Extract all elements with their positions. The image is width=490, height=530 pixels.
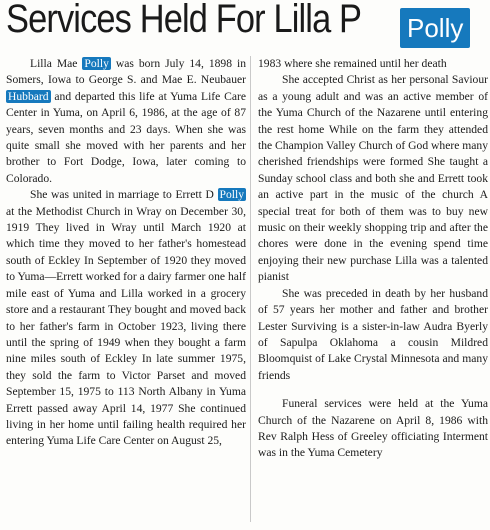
right-column: [258, 56, 488, 462]
highlight-polly-2[interactable]: Polly: [219, 188, 244, 202]
text-run: and departed this life at Yuma Life Care Center in Yuma, on April 6, 1986, at the age of 87 years, seven months and 23 days. When she was quite small she moved with her parents and her brother to Fort Dodge, Iowa, later coming to Colorado.: [6, 89, 246, 185]
paragraph-marriage: [6, 187, 246, 450]
highlight-polly-1[interactable]: Polly: [84, 57, 109, 70]
text-run: She was united in marriage to Errett D: [30, 188, 218, 202]
text-run: at the Methodist Church in Wray on December 30, 1919 They lived in Wray until March 1920 at which time they moved to her father's homestead south of Eckley In September of 1920 they moved to Yuma—Errett worked for a dairy farmer one half mile east of Yuma and Lilla worked in a grocery store and a restaurant They bought and moved back to her father's farm in October 1923, living there until the spring of 1949 when they bought a farm nine miles south of Eckley In late summer 1975, they sold the farm to Victor Parset and moved September 15, 1975 to 113 North Albany in Yuma Errett passed away April 14, 1977 She continued living in her home until failing health required her entering Yuma Life Care Center on August 25,: [6, 204, 246, 448]
text-run: was born July 14, 1898 in Somers, Iowa to George S. and Mae E. Neubauer: [6, 57, 246, 87]
highlight-tag-headline[interactable]: Polly: [400, 8, 470, 48]
paragraph-survivors: She was preceded in death by her husband of 57 years her mother and father and brother Lester Surviving is a sister-in-law Audra Byerly of Sapulpa Oklahoma a cousin Mildred Bloomquist of Lake Crystal Minnesota and many friends: [258, 286, 488, 382]
text-run: Lilla Mae: [30, 57, 83, 70]
paragraph-continued: 1983 where she remained until her death: [258, 57, 447, 70]
paragraph-birth: [6, 56, 246, 187]
highlight-hubbard[interactable]: Hubbard: [8, 89, 49, 103]
paragraph-faith: She accepted Christ as her personal Saviour as a young adult and was an active member of the Yuma Church of the Nazarene until entering the rest home While on the farm they attended the Champion Valley Church of God where many cherished friendships were formed She taught a Sunday school class and both she and Errett took an active part in the music of the church A special treat for both of them was to buy new music on their weekly shopping trip and after the chores were done in the evening spend time enjoying their new purchase Lilla was a talented pianist: [258, 73, 489, 284]
left-column: [6, 56, 246, 450]
paragraph-funeral: Funeral services were held at the Yuma Church of the Nazarene on April 8, 1986 with Rev Ralph Hess of Greeley officiating Interment was in the Yuma Cemetery: [258, 397, 488, 460]
column-divider: [250, 56, 251, 522]
headline: Services Held For Lilla P: [6, 0, 362, 41]
